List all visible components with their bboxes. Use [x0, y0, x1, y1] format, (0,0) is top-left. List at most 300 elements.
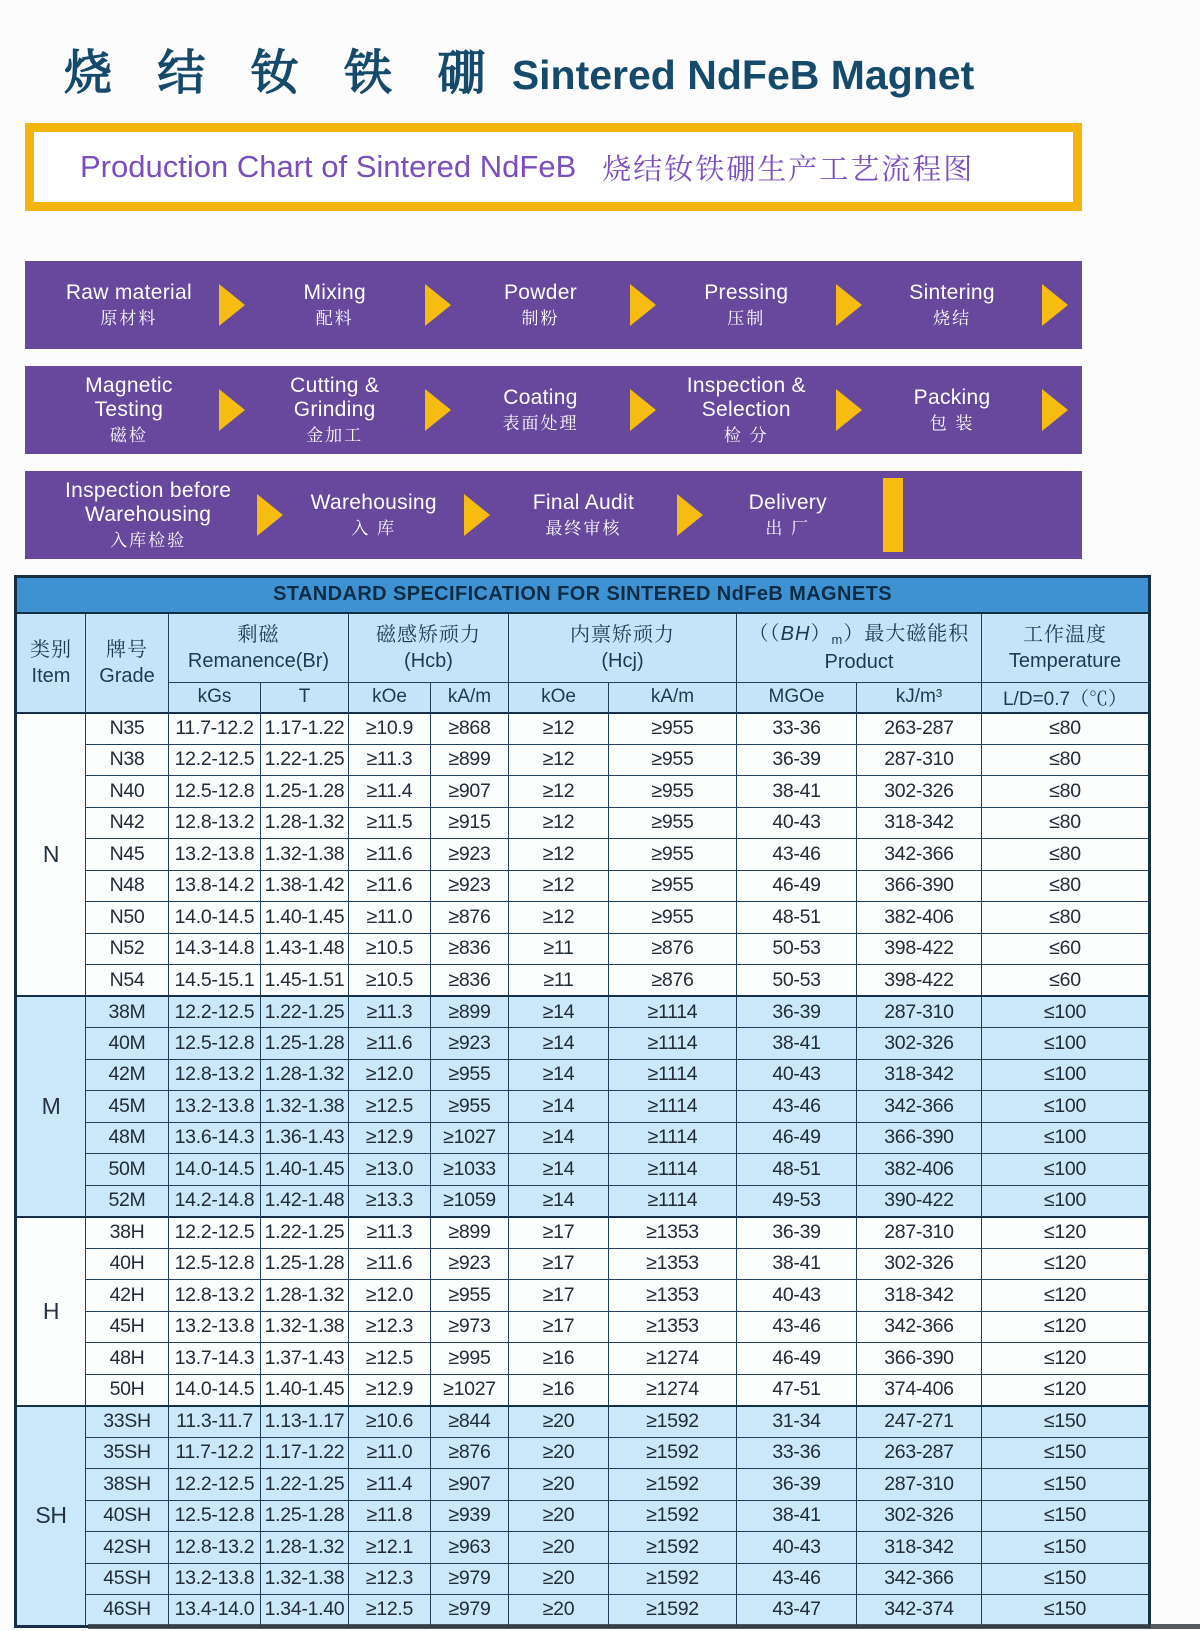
value-cell: ≥923	[431, 870, 509, 902]
value-cell: 342-366	[857, 1311, 982, 1343]
value-cell: ≤100	[982, 996, 1150, 1028]
value-cell: 342-366	[857, 839, 982, 871]
value-cell: ≥13.0	[349, 1154, 431, 1186]
value-cell: ≥1114	[609, 1091, 737, 1123]
value-cell: ≤150	[982, 1500, 1150, 1532]
spec-row-N48	[16, 870, 1150, 902]
spec-table-wrap	[14, 575, 1150, 1628]
value-cell: 382-406	[857, 902, 982, 934]
flow-step-label-cn: 包 装	[929, 414, 975, 434]
col-header-grade-en: Grade	[99, 664, 155, 687]
value-cell: ≥1592	[609, 1500, 737, 1532]
item-group-M: M	[16, 996, 86, 1217]
value-cell: ≥11.0	[349, 1437, 431, 1469]
value-cell: ≥12	[509, 839, 609, 871]
value-cell: ≥11.4	[349, 1469, 431, 1501]
value-cell: 11.7-12.2	[169, 713, 261, 745]
value-cell: 12.5-12.8	[169, 1248, 261, 1280]
value-cell: 13.2-13.8	[169, 1311, 261, 1343]
grade-cell: 40M	[86, 1028, 169, 1060]
value-cell: ≤100	[982, 1154, 1150, 1186]
value-cell: 11.3-11.7	[169, 1406, 261, 1438]
value-cell: 14.3-14.8	[169, 933, 261, 965]
spec-row-38SH	[16, 1469, 1150, 1501]
value-cell: 1.28-1.32	[261, 1059, 349, 1091]
col-header-hcj-en: (Hcj)	[601, 649, 644, 672]
value-cell: 43-46	[737, 1311, 857, 1343]
flow-step-pressing	[704, 281, 788, 329]
grade-cell: N52	[86, 933, 169, 965]
value-cell: 36-39	[737, 1469, 857, 1501]
process-flow-row-2	[25, 366, 1082, 454]
value-cell: ≥10.9	[349, 713, 431, 745]
flow-arrow-icon	[836, 284, 862, 326]
value-cell: 287-310	[857, 744, 982, 776]
production-chart-banner	[25, 123, 1082, 211]
value-cell: ≥836	[431, 965, 509, 997]
value-cell: ≥12	[509, 713, 609, 745]
spec-row-40H	[16, 1248, 1150, 1280]
value-cell: ≥955	[609, 744, 737, 776]
value-cell: ≥1353	[609, 1311, 737, 1343]
value-cell: ≥17	[509, 1280, 609, 1312]
grade-cell: 45SH	[86, 1563, 169, 1595]
value-cell: ≤80	[982, 713, 1150, 745]
value-cell: ≤100	[982, 1185, 1150, 1217]
value-cell: 1.22-1.25	[261, 744, 349, 776]
spec-table	[14, 575, 1151, 1628]
value-cell: ≥1592	[609, 1437, 737, 1469]
value-cell: ≥11.8	[349, 1500, 431, 1532]
col-header-item-en: Item	[31, 664, 71, 687]
value-cell: ≥955	[609, 713, 737, 745]
value-cell: 13.6-14.3	[169, 1122, 261, 1154]
value-cell: 398-422	[857, 933, 982, 965]
flow-step-powder	[504, 281, 577, 329]
spec-row-N38	[16, 744, 1150, 776]
value-cell: ≤150	[982, 1469, 1150, 1501]
col-header-bh-en: Product	[824, 650, 894, 673]
spec-row-38M	[16, 996, 1150, 1028]
value-cell: 40-43	[737, 1059, 857, 1091]
value-cell: 46-49	[737, 1343, 857, 1375]
flow-step-cutting-grinding	[276, 374, 394, 446]
banner-text-en: Production Chart of Sintered NdFeB	[80, 149, 577, 184]
spec-row-35SH	[16, 1437, 1150, 1469]
doc-header	[64, 34, 1200, 103]
value-cell: ≥20	[509, 1532, 609, 1564]
value-cell: ≥17	[509, 1217, 609, 1249]
value-cell: 1.40-1.45	[261, 1374, 349, 1406]
flow-step-inspection-selection	[680, 374, 812, 446]
spec-row-45M	[16, 1091, 1150, 1123]
value-cell: ≥17	[509, 1311, 609, 1343]
value-cell: ≥11.6	[349, 1028, 431, 1060]
item-group-H: H	[16, 1217, 86, 1406]
value-cell: 1.17-1.22	[261, 713, 349, 745]
value-cell: ≥10.5	[349, 933, 431, 965]
value-cell: 1.45-1.51	[261, 965, 349, 997]
col-header-temp-en: Temperature	[1008, 649, 1122, 672]
value-cell: 390-422	[857, 1185, 982, 1217]
value-cell: ≥1353	[609, 1280, 737, 1312]
flow-step-sintering	[909, 281, 995, 329]
value-cell: ≥1592	[609, 1563, 737, 1595]
value-cell: 36-39	[737, 1217, 857, 1249]
value-cell: 398-422	[857, 965, 982, 997]
value-cell: 1.25-1.28	[261, 1028, 349, 1060]
grade-cell: 40H	[86, 1248, 169, 1280]
table-header-row	[16, 613, 1150, 683]
table-units-row	[16, 683, 1150, 713]
value-cell: ≥20	[509, 1500, 609, 1532]
flow-step-label-cn: 入库检验	[110, 531, 187, 551]
spec-row-N52	[16, 933, 1150, 965]
value-cell: ≥955	[431, 1091, 509, 1123]
value-cell: 1.40-1.45	[261, 902, 349, 934]
unit-kjm3: kJ/m³	[857, 683, 982, 713]
value-cell: 36-39	[737, 996, 857, 1028]
spec-row-42SH	[16, 1532, 1150, 1564]
flow-step-packing	[914, 386, 991, 434]
col-header-hcb	[349, 613, 509, 683]
flow-step-raw-material	[66, 281, 192, 329]
spec-row-50M	[16, 1154, 1150, 1186]
doc-title-cn: 烧 结 钕 铁 硼	[64, 47, 502, 100]
col-header-remanence	[169, 613, 349, 683]
value-cell: 1.36-1.43	[261, 1122, 349, 1154]
spec-row-42H	[16, 1280, 1150, 1312]
spec-row-40SH	[16, 1500, 1150, 1532]
grade-cell: N48	[86, 870, 169, 902]
flow-arrow-icon	[1042, 389, 1068, 431]
value-cell: 14.0-14.5	[169, 1154, 261, 1186]
value-cell: ≤60	[982, 965, 1150, 997]
value-cell: ≥14	[509, 996, 609, 1028]
col-header-grade	[86, 613, 169, 713]
flow-step-label-cn: 出 厂	[765, 519, 811, 539]
flow-arrow-icon	[1042, 284, 1068, 326]
value-cell: ≤150	[982, 1406, 1150, 1438]
flow-step-label-cn: 烧结	[933, 309, 972, 329]
col-header-remanence-en: Remanence(Br)	[187, 649, 330, 672]
grade-cell: 42H	[86, 1280, 169, 1312]
grade-cell: 38M	[86, 996, 169, 1028]
value-cell: 1.13-1.17	[261, 1406, 349, 1438]
value-cell: 12.8-13.2	[169, 1059, 261, 1091]
value-cell: ≥899	[431, 996, 509, 1028]
value-cell: 48-51	[737, 902, 857, 934]
value-cell: ≥14	[509, 1091, 609, 1123]
spec-row-38H	[16, 1217, 1150, 1249]
grade-cell: 52M	[86, 1185, 169, 1217]
value-cell: ≥11.3	[349, 1217, 431, 1249]
value-cell: 40-43	[737, 1532, 857, 1564]
value-cell: ≤100	[982, 1059, 1150, 1091]
spec-row-48H	[16, 1343, 1150, 1375]
spec-row-42M	[16, 1059, 1150, 1091]
flow-step-label-en: Cutting & Grinding	[290, 374, 380, 422]
grade-cell: N35	[86, 713, 169, 745]
value-cell: 1.42-1.48	[261, 1185, 349, 1217]
value-cell: ≥20	[509, 1406, 609, 1438]
value-cell: ≥11.6	[349, 870, 431, 902]
value-cell: 302-326	[857, 776, 982, 808]
table-title-row	[16, 577, 1150, 613]
value-cell: ≥14	[509, 1059, 609, 1091]
value-cell: ≤120	[982, 1217, 1150, 1249]
value-cell: 11.7-12.2	[169, 1437, 261, 1469]
value-cell: ≥955	[609, 839, 737, 871]
process-flow-row-3	[25, 471, 1082, 559]
spec-row-45H	[16, 1311, 1150, 1343]
flow-step-label-en: Inspection before Warehousing	[65, 479, 232, 527]
value-cell: ≥979	[431, 1563, 509, 1595]
value-cell: 14.2-14.8	[169, 1185, 261, 1217]
value-cell: ≥868	[431, 713, 509, 745]
value-cell: 12.5-12.8	[169, 1028, 261, 1060]
value-cell: 43-47	[737, 1595, 857, 1627]
value-cell: ≥923	[431, 1248, 509, 1280]
spec-row-33SH	[16, 1406, 1150, 1438]
value-cell: ≥11	[509, 933, 609, 965]
table-title: STANDARD SPECIFICATION FOR SINTERED NdFeB MAGNETS	[16, 577, 1150, 613]
value-cell: 50-53	[737, 933, 857, 965]
flow-step-delivery	[749, 491, 827, 539]
flow-end-bar	[883, 478, 903, 552]
value-cell: ≥1592	[609, 1532, 737, 1564]
grade-cell: 48M	[86, 1122, 169, 1154]
flow-step-label-en: Coating	[503, 386, 578, 410]
flow-step-label-cn: 原材料	[100, 309, 158, 329]
value-cell: 366-390	[857, 870, 982, 902]
grade-cell: 50M	[86, 1154, 169, 1186]
value-cell: ≥11	[509, 965, 609, 997]
grade-cell: 40SH	[86, 1500, 169, 1532]
value-cell: ≥899	[431, 1217, 509, 1249]
value-cell: ≥12.1	[349, 1532, 431, 1564]
value-cell: ≥1353	[609, 1248, 737, 1280]
flow-arrow-icon	[836, 389, 862, 431]
value-cell: 287-310	[857, 996, 982, 1028]
value-cell: 1.28-1.32	[261, 807, 349, 839]
col-header-hcj	[509, 613, 737, 683]
grade-cell: 38SH	[86, 1469, 169, 1501]
value-cell: ≤80	[982, 807, 1150, 839]
value-cell: ≥1033	[431, 1154, 509, 1186]
flow-arrow-icon	[257, 494, 283, 536]
value-cell: ≥1059	[431, 1185, 509, 1217]
value-cell: ≥973	[431, 1311, 509, 1343]
value-cell: ≥955	[609, 870, 737, 902]
flow-step-final-audit	[533, 491, 634, 539]
flow-step-label-cn: 检 分	[723, 426, 769, 446]
value-cell: ≥14	[509, 1154, 609, 1186]
value-cell: ≥14	[509, 1185, 609, 1217]
value-cell: 366-390	[857, 1343, 982, 1375]
flow-step-label-en: Pressing	[704, 281, 789, 305]
value-cell: ≥11.4	[349, 776, 431, 808]
process-flow-row-1	[25, 261, 1082, 349]
value-cell: 1.25-1.28	[261, 776, 349, 808]
flow-step-label-en: Inspection & Selection	[686, 374, 806, 422]
unit-kam-hcj: kA/m	[609, 683, 737, 713]
value-cell: 50-53	[737, 965, 857, 997]
value-cell: 1.38-1.42	[261, 870, 349, 902]
grade-cell: N45	[86, 839, 169, 871]
flow-step-label-en: Sintering	[909, 281, 995, 305]
value-cell: 12.2-12.5	[169, 1217, 261, 1249]
flow-step-mixing	[303, 281, 365, 329]
flow-arrow-icon	[425, 389, 451, 431]
value-cell: 302-326	[857, 1500, 982, 1532]
item-group-N: N	[16, 713, 86, 997]
spec-row-48M	[16, 1122, 1150, 1154]
value-cell: 49-53	[737, 1185, 857, 1217]
value-cell: 12.5-12.8	[169, 1500, 261, 1532]
value-cell: 43-46	[737, 1563, 857, 1595]
value-cell: ≤80	[982, 839, 1150, 871]
value-cell: ≥12.9	[349, 1374, 431, 1406]
spec-row-45SH	[16, 1563, 1150, 1595]
col-header-temperature	[982, 613, 1150, 683]
flow-step-coating	[502, 386, 578, 434]
value-cell: ≥876	[431, 1437, 509, 1469]
value-cell: 1.22-1.25	[261, 1469, 349, 1501]
item-group-SH: SH	[16, 1406, 86, 1627]
value-cell: ≥12.9	[349, 1122, 431, 1154]
value-cell: ≥20	[509, 1437, 609, 1469]
value-cell: ≥12.0	[349, 1280, 431, 1312]
flow-step-label-cn: 最终审核	[545, 519, 622, 539]
value-cell: 1.22-1.25	[261, 996, 349, 1028]
value-cell: 38-41	[737, 776, 857, 808]
value-cell: 1.32-1.38	[261, 839, 349, 871]
grade-cell: 50H	[86, 1374, 169, 1406]
value-cell: 38-41	[737, 1248, 857, 1280]
value-cell: 43-46	[737, 839, 857, 871]
value-cell: ≥876	[609, 933, 737, 965]
value-cell: ≥955	[609, 807, 737, 839]
flow-step-label-cn: 磁检	[109, 426, 148, 446]
flow-step-label-en: Mixing	[303, 281, 366, 305]
value-cell: 13.2-13.8	[169, 1563, 261, 1595]
value-cell: ≥844	[431, 1406, 509, 1438]
value-cell: 1.25-1.28	[261, 1500, 349, 1532]
grade-cell: 38H	[86, 1217, 169, 1249]
grade-cell: N40	[86, 776, 169, 808]
value-cell: 46-49	[737, 870, 857, 902]
value-cell: ≥955	[609, 902, 737, 934]
value-cell: 12.2-12.5	[169, 1469, 261, 1501]
value-cell: 318-342	[857, 1059, 982, 1091]
grade-cell: 45M	[86, 1091, 169, 1123]
value-cell: ≥11.6	[349, 839, 431, 871]
col-header-item-cn: 类别	[30, 638, 72, 661]
value-cell: ≥14	[509, 1028, 609, 1060]
col-header-hcb-en: (Hcb)	[404, 649, 453, 672]
flow-arrow-icon	[677, 494, 703, 536]
value-cell: 33-36	[737, 1437, 857, 1469]
value-cell: 302-326	[857, 1028, 982, 1060]
value-cell: ≥20	[509, 1595, 609, 1627]
value-cell: 46-49	[737, 1122, 857, 1154]
value-cell: ≤80	[982, 744, 1150, 776]
grade-cell: N42	[86, 807, 169, 839]
col-header-hcb-cn: 磁感矫顽力	[376, 623, 481, 646]
value-cell: 1.17-1.22	[261, 1437, 349, 1469]
value-cell: ≥876	[431, 902, 509, 934]
value-cell: ≥14	[509, 1122, 609, 1154]
value-cell: ≥836	[431, 933, 509, 965]
value-cell: ≤120	[982, 1311, 1150, 1343]
value-cell: ≥915	[431, 807, 509, 839]
value-cell: 36-39	[737, 744, 857, 776]
value-cell: ≥12.5	[349, 1343, 431, 1375]
spec-row-50H	[16, 1374, 1150, 1406]
spec-row-40M	[16, 1028, 1150, 1060]
value-cell: 14.0-14.5	[169, 1374, 261, 1406]
unit-kgs: kGs	[169, 683, 261, 713]
value-cell: ≤80	[982, 870, 1150, 902]
value-cell: ≤120	[982, 1280, 1150, 1312]
col-header-temp-cn: 工作温度	[1023, 623, 1108, 646]
value-cell: ≥10.6	[349, 1406, 431, 1438]
value-cell: ≥11.6	[349, 1248, 431, 1280]
value-cell: 13.8-14.2	[169, 870, 261, 902]
flow-step-label-en: Powder	[503, 281, 577, 305]
value-cell: ≥907	[431, 1469, 509, 1501]
col-header-item	[16, 613, 86, 713]
spec-row-N50	[16, 902, 1150, 934]
grade-cell: N50	[86, 902, 169, 934]
value-cell: 48-51	[737, 1154, 857, 1186]
value-cell: 1.34-1.40	[261, 1595, 349, 1627]
value-cell: ≥899	[431, 744, 509, 776]
value-cell: 13.7-14.3	[169, 1343, 261, 1375]
value-cell: 12.8-13.2	[169, 1532, 261, 1564]
value-cell: 263-287	[857, 1437, 982, 1469]
flow-step-label-cn: 制粉	[521, 309, 560, 329]
value-cell: ≤150	[982, 1437, 1150, 1469]
value-cell: 13.2-13.8	[169, 1091, 261, 1123]
unit-mgoe: MGOe	[737, 683, 857, 713]
value-cell: ≥939	[431, 1500, 509, 1532]
flow-step-label-en: Final Audit	[532, 491, 635, 515]
value-cell: ≥12.3	[349, 1311, 431, 1343]
value-cell: 302-326	[857, 1248, 982, 1280]
value-cell: ≥1114	[609, 1185, 737, 1217]
value-cell: ≥1592	[609, 1595, 737, 1627]
flow-arrow-icon	[464, 494, 490, 536]
value-cell: ≤120	[982, 1248, 1150, 1280]
value-cell: ≥955	[431, 1280, 509, 1312]
flow-step-magnetic-testing	[70, 374, 188, 446]
value-cell: ≥11.5	[349, 807, 431, 839]
spec-row-46SH	[16, 1595, 1150, 1627]
flow-step-label-cn: 配料	[315, 309, 354, 329]
value-cell: 12.8-13.2	[169, 807, 261, 839]
flow-step-label-en: Magnetic Testing	[85, 374, 173, 422]
col-header-bh-product	[737, 613, 982, 683]
value-cell: ≥1592	[609, 1406, 737, 1438]
value-cell: ≥876	[609, 965, 737, 997]
value-cell: 287-310	[857, 1217, 982, 1249]
value-cell: ≥923	[431, 839, 509, 871]
grade-cell: 42M	[86, 1059, 169, 1091]
value-cell: 43-46	[737, 1091, 857, 1123]
value-cell: ≥12.5	[349, 1595, 431, 1627]
